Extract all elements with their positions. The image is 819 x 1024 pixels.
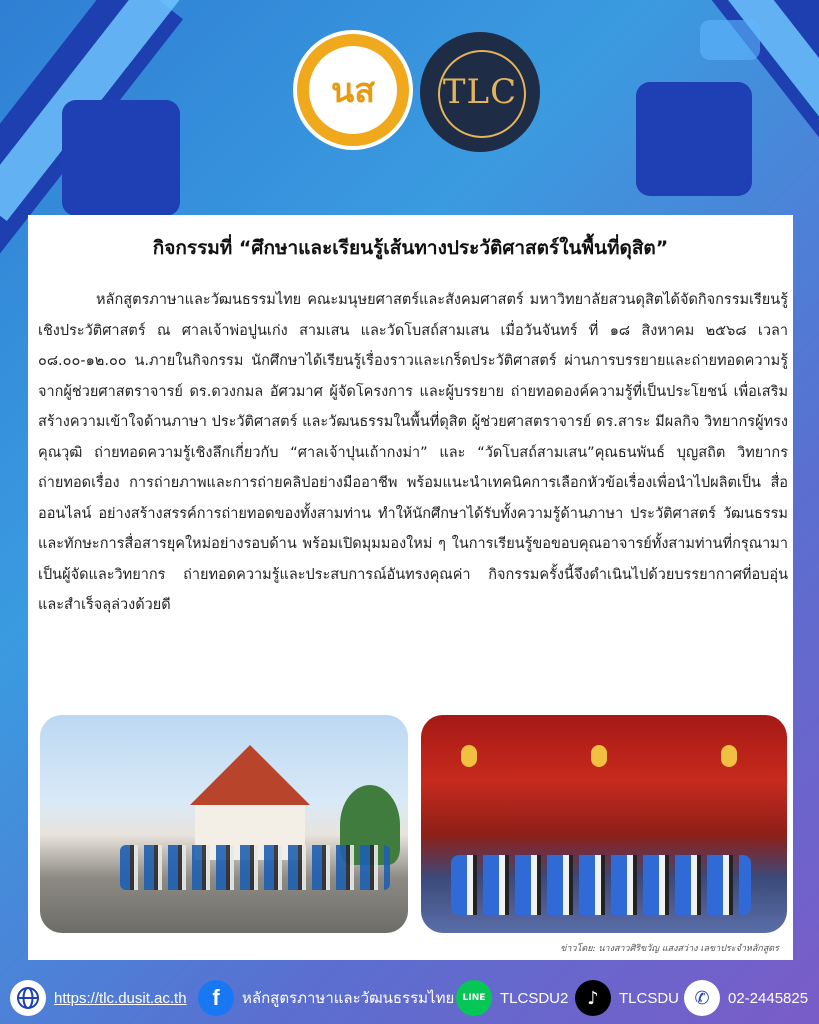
phone-number[interactable]: 02-2445825 — [728, 989, 809, 1007]
photo-temple-group — [40, 715, 408, 933]
phone-icon: ✆ — [684, 980, 720, 1016]
facebook-label[interactable]: หลักสูตรภาษาและวัฒนธรรมไทย — [242, 990, 455, 1007]
website-item[interactable] — [10, 972, 187, 1024]
website-link[interactable]: https://tlc.dusit.ac.th — [54, 989, 187, 1007]
facebook-icon: f — [198, 980, 234, 1016]
lantern-icon — [461, 745, 477, 767]
group-of-students — [451, 855, 751, 915]
lantern-icon — [721, 745, 737, 767]
decor-square — [62, 100, 180, 216]
news-credit: ข่าวโดย: นางสาวศิริขวัญ แสงสว่าง เลขาประจำหลักสูตร — [560, 944, 779, 954]
article-card — [28, 215, 793, 960]
article-title: กิจกรรมที่ “ศึกษาและเรียนรู้เส้นทางประวัติศาสตร์ในพื้นที่ดุสิต” — [152, 237, 669, 259]
decor-square — [700, 20, 760, 60]
tlc-logo-text: TLC — [442, 72, 518, 112]
temple-roof — [190, 745, 310, 805]
tiktok-item[interactable] — [575, 972, 679, 1024]
tiktok-label[interactable]: TLCSDU — [619, 989, 680, 1007]
faculty-logo — [293, 30, 413, 150]
facebook-item[interactable] — [198, 972, 454, 1024]
article-body: หลักสูตรภาษาและวัฒนธรรมไทย คณะมนุษยศาสตร์และสังคมศาสตร์ มหาวิทยาลัยสวนดุสิตได้จัดกิจกรรมเรียนรู้เชิงประวัติศาสตร์ ณ ศาลเจ้าพ่อปูนเก่ง สามเสน และวัดโบสถ์สามเสน เมื่อวันจันทร์ ที่ ๑๘ สิงหาคม ๒๕๖๘ เวลา ๐๘.๐๐-๑๒.๐๐ น.ภายในกิจกรรม นักศึกษาได้เรียนรู้เรื่องราวและเกร็ดประวัติศาสตร์ ผ่านการบรรยายและถ่ายทอดความรู้จากผู้ช่วยศาสตราจารย์ ดร.ดวงกมล อัศวมาศ ผู้จัดโครงการ และผู้บรรยาย ถ่ายทอดองค์ความรู้ที่เป็นประโยชน์ เพื่อเสริมสร้างความเข้าใจด้านภาษา ประวัติศาสตร์ และวัฒนธรรมในพื้นที่ดุสิต ผู้ช่วยศาสตราจารย์ ดร.สาระ มีผลกิจ วิทยากรผู้ทรงคุณวุฒิ ถ่ายทอดความรู้เชิงลึกเกี่ยวกับ “ศาลเจ้าปุนเถ้ากงม่า” และ “วัดโบสถ์สามเสน”คุณธนพันธ์ บุญสถิต วิทยากร ถ่ายทอดเรื่อง การถ่ายภาพและการถ่ายคลิปอย่างมืออาชีพ พร้อมแนะนำเทคนิคการเลือกหัวข้อเรื่องเพื่อนำไปผลิตเป็น สื่อออนไลน์ อย่างสร้างสรรค์การถ่ายทอดของทั้งสามท่าน ทำให้นักศึกษาได้รับทั้งความรู้ด้านภาษา ประวัติศาสตร์ วัฒนธรรม และทักษะการสื่อสารยุคใหม่อย่างรอบด้าน พร้อมเปิดมุมมองใหม่ ๆ ในการเรียนรู้ขอขอบคุณอาจารย์ทั้งสามท่านที่กรุณามาเป็นผู้จัดและวิทยากร ถ่ายทอดความรู้และประสบการณ์อันทรงคุณค่า กิจกรรมครั้งนี้จึงดำเนินไปด้วยบรรยากาศที่อบอุ่น และสำเร็จลุล่วงด้วยดี — [38, 292, 788, 613]
tlc-logo — [420, 32, 540, 152]
contact-footer — [0, 972, 819, 1024]
line-item[interactable] — [456, 972, 568, 1024]
lantern-icon — [591, 745, 607, 767]
decor-square — [636, 82, 752, 196]
phone-item[interactable] — [684, 972, 808, 1024]
faculty-logo-mark: นส — [309, 46, 397, 134]
tlc-logo-ring — [438, 50, 526, 138]
line-label[interactable]: TLCSDU2 — [500, 989, 569, 1007]
photo-shrine-group — [421, 715, 787, 933]
group-of-students — [120, 845, 390, 890]
line-icon: LINE — [456, 980, 492, 1016]
tiktok-icon: ♪ — [575, 980, 611, 1016]
globe-icon — [10, 980, 46, 1016]
